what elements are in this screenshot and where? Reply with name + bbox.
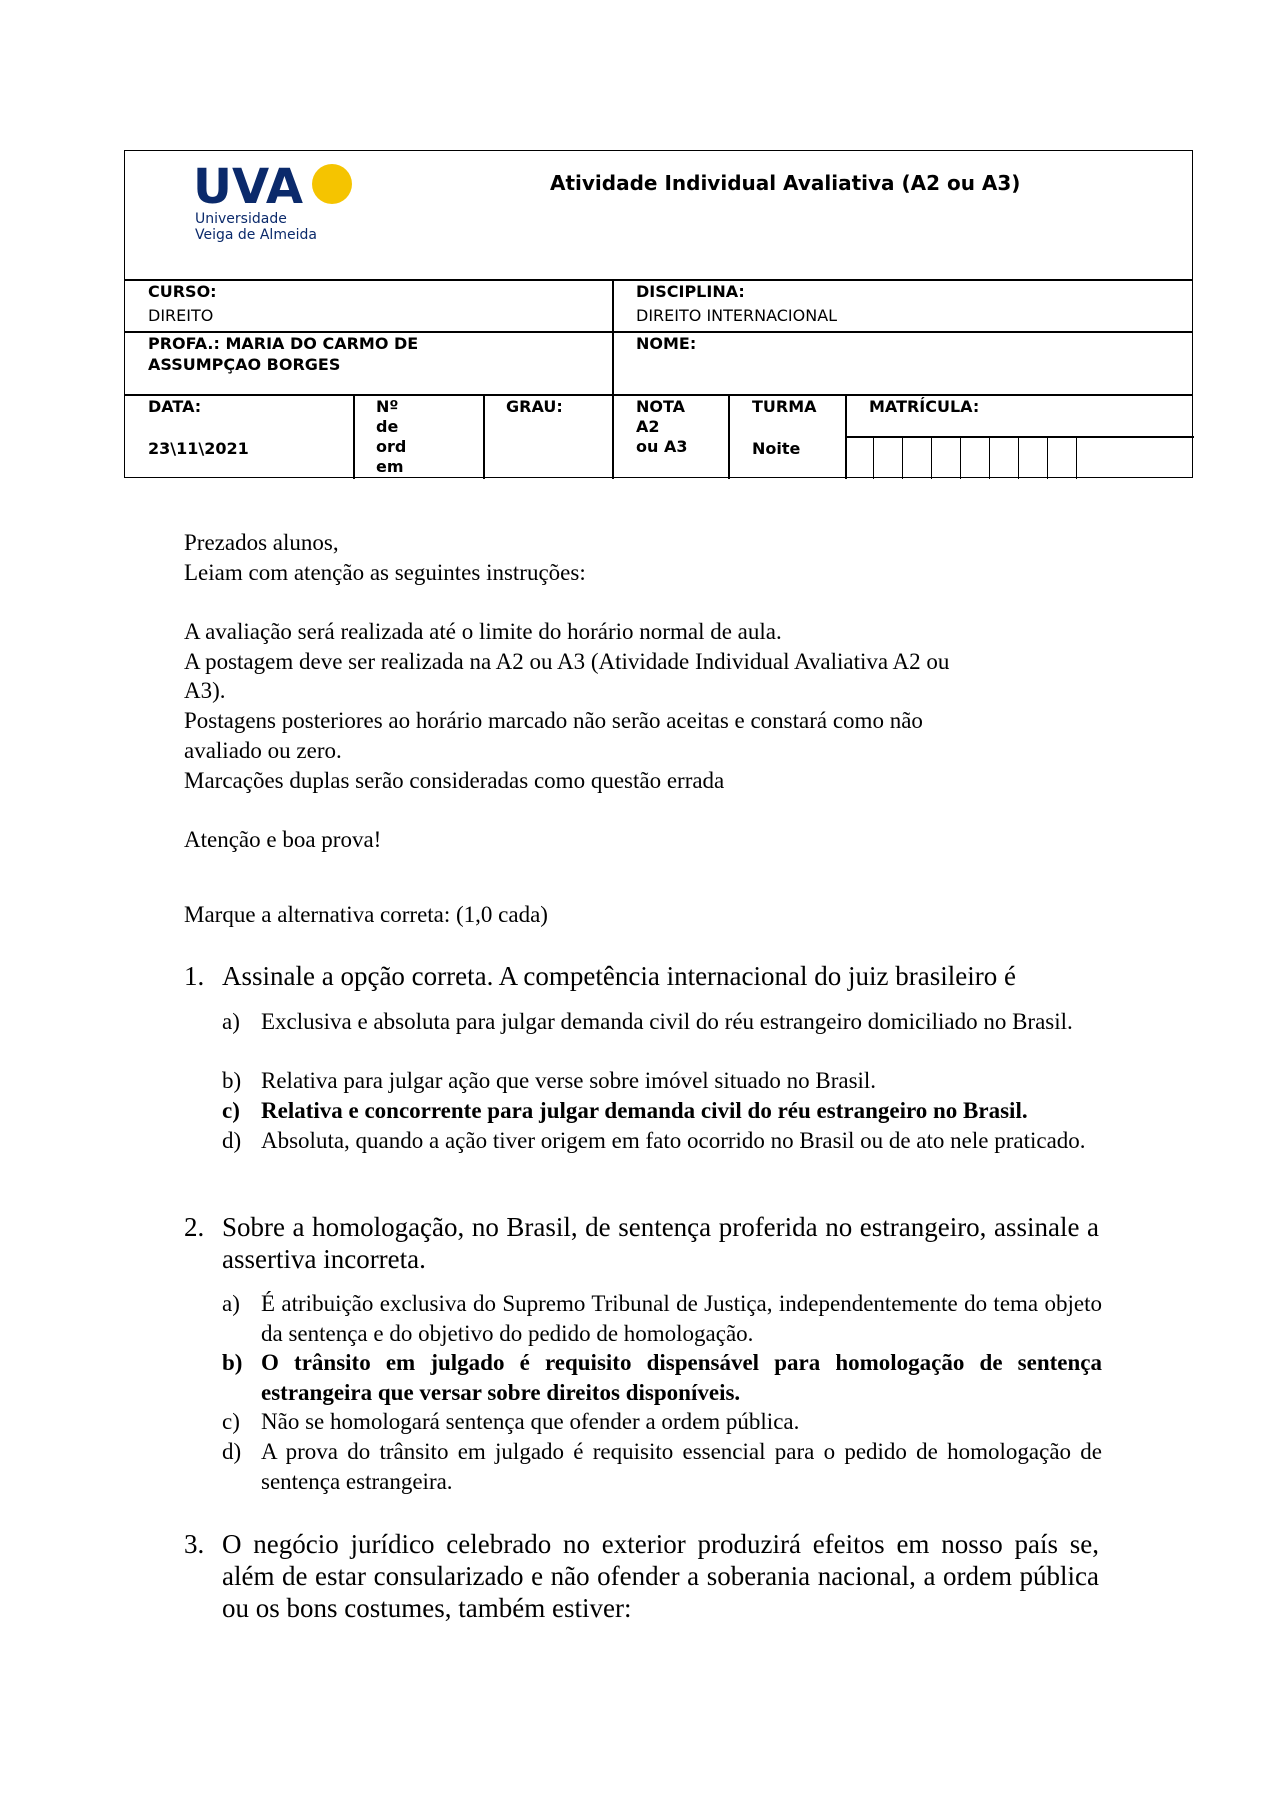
option-text: A prova do trânsito em julgado é requisito essencial para o pedido de homologação de sentença estrangeira.	[261, 1439, 1102, 1494]
turma-label: TURMA	[752, 397, 817, 416]
divider	[125, 394, 1192, 396]
option-letter: c)	[222, 1098, 240, 1123]
instructions-lead: Leiam com atenção as seguintes instruções:	[184, 560, 586, 585]
matricula-box	[960, 437, 961, 479]
option-text: Relativa para julgar ação que verse sobre imóvel situado no Brasil.	[261, 1068, 877, 1093]
option-letter: d)	[222, 1439, 242, 1464]
closing: Atenção e boa prova!	[184, 827, 382, 852]
curso-label: CURSO:	[148, 282, 217, 301]
matricula-box	[989, 437, 990, 479]
nome-label: NOME:	[636, 334, 697, 353]
question-number: 1.	[184, 961, 205, 991]
rule-4: Marcações duplas serão consideradas como questão errada	[184, 768, 725, 793]
rule-1: A avaliação será realizada até o limite do horário normal de aula.	[184, 619, 782, 644]
professora-line-1: PROFA.: MARIA DO CARMO DE	[148, 334, 419, 353]
document-title: Atividade Individual Avaliativa (A2 ou A3)	[550, 171, 1021, 195]
option-letter: a)	[222, 1291, 240, 1316]
rule-2b: A3).	[184, 678, 226, 703]
matricula-box	[1047, 437, 1048, 479]
question-number: 3.	[184, 1529, 205, 1559]
header-table	[124, 150, 1193, 478]
divider	[353, 394, 355, 479]
divider	[612, 279, 614, 479]
disciplina-label: DISCIPLINA:	[636, 282, 745, 301]
divider	[728, 394, 730, 479]
option-text: É atribuição exclusiva do Supremo Tribunal de Justiça, independentemente do tema objeto da sentença e do objetivo do pedido de homologação.	[261, 1291, 1102, 1346]
data-value: 23\11\2021	[148, 439, 249, 458]
matricula-box	[902, 437, 903, 479]
option-letter: b)	[222, 1350, 243, 1375]
question-number: 2.	[184, 1212, 205, 1242]
ordem-label: Nº de ord em	[376, 397, 407, 476]
logo-subtitle-2: Veiga de Almeida	[195, 227, 317, 243]
disciplina-value: DIREITO INTERNACIONAL	[636, 306, 838, 325]
divider	[125, 279, 1192, 281]
option-letter: a)	[222, 1009, 240, 1034]
instruction: Marque a alternativa correta: (1,0 cada)	[184, 902, 548, 927]
option-text: Absoluta, quando a ação tiver origem em fato ocorrido no Brasil ou de ato nele praticado.	[261, 1128, 1086, 1153]
matricula-boxes[interactable]	[847, 437, 1194, 479]
matricula-label: MATRÍCULA:	[869, 397, 980, 416]
logo-letters: UVA	[193, 161, 304, 211]
logo-sun-icon	[312, 164, 352, 204]
turma-value: Noite	[752, 439, 801, 458]
uva-logo	[193, 161, 353, 215]
option-text: Exclusiva e absoluta para julgar demanda civil do réu estrangeiro domiciliado no Brasil.	[261, 1009, 1073, 1034]
option-text: O trânsito em julgado é requisito dispensável para homologação de sentença estrangeira que versar sobre direitos disponíveis.	[261, 1350, 1102, 1405]
option-text: Não se homologará sentença que ofender a ordem pública.	[261, 1409, 800, 1434]
question-text: Assinale a opção correta. A competência internacional do juiz brasileiro é	[222, 961, 1016, 991]
matricula-box	[1018, 437, 1019, 479]
divider	[125, 331, 1192, 333]
option-letter: d)	[222, 1128, 242, 1153]
rule-3a: Postagens posteriores ao horário marcado não serão aceitas e constará como não	[184, 708, 923, 733]
option-letter: c)	[222, 1409, 240, 1434]
professora-line-2: ASSUMPÇAO BORGES	[148, 355, 341, 374]
rule-3b: avaliado ou zero.	[184, 738, 342, 763]
question-text: O negócio jurídico celebrado no exterior produzirá efeitos em nosso país se, além de estar consularizado e não ofender a soberania nacional, a ordem pública ou os bons costumes, também estiver:	[222, 1529, 1099, 1623]
option-text: Relativa e concorrente para julgar demanda civil do réu estrangeiro no Brasil.	[261, 1098, 1028, 1123]
data-label: DATA:	[148, 397, 202, 416]
matricula-box	[1076, 437, 1077, 479]
logo-text	[195, 211, 317, 243]
grau-label: GRAU:	[506, 397, 563, 416]
option-letter: b)	[222, 1068, 242, 1093]
curso-value: DIREITO	[148, 306, 214, 325]
logo-subtitle-1: Universidade	[195, 211, 287, 227]
greeting: Prezados alunos,	[184, 530, 339, 555]
nota-label: NOTA A2 ou A3	[636, 397, 688, 456]
matricula-box	[873, 437, 874, 479]
rule-2a: A postagem deve ser realizada na A2 ou A3 (Atividade Individual Avaliativa A2 ou	[184, 649, 950, 674]
matricula-box	[931, 437, 932, 479]
question-text: Sobre a homologação, no Brasil, de sentença proferida no estrangeiro, assinale a assertiva incorreta.	[222, 1212, 1099, 1274]
divider	[483, 394, 485, 479]
